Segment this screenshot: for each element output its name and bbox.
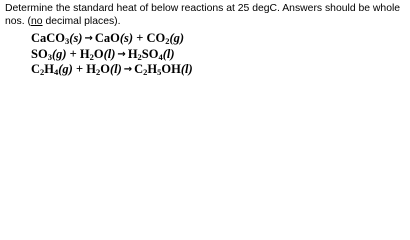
formula-text: C bbox=[31, 62, 41, 76]
instruction-underlined-text: no bbox=[31, 15, 43, 27]
formula-text: O bbox=[100, 62, 110, 76]
formula-text: H bbox=[147, 62, 158, 76]
state-symbol: (l) bbox=[162, 46, 175, 61]
chemical-species bbox=[31, 62, 73, 76]
formula-subscript: 4 bbox=[54, 67, 59, 77]
instruction-tail-text: decimal places). bbox=[42, 15, 121, 27]
plus-sign: + bbox=[133, 31, 147, 45]
state-symbol: (g) bbox=[51, 46, 67, 61]
state-symbol: (g) bbox=[58, 62, 73, 76]
reaction-equation bbox=[31, 47, 410, 63]
reaction-equation bbox=[31, 62, 410, 78]
formula-subscript: 2 bbox=[95, 67, 101, 77]
chemical-species bbox=[95, 31, 133, 45]
formula-text: SO bbox=[31, 46, 48, 61]
formula-text: OH bbox=[161, 62, 181, 76]
state-symbol: (s) bbox=[119, 31, 134, 45]
formula-subscript: 2 bbox=[89, 51, 94, 62]
formula-text: H bbox=[44, 62, 55, 76]
question-instruction bbox=[5, 3, 405, 28]
chemical-species bbox=[80, 47, 116, 61]
chemical-species bbox=[31, 47, 67, 61]
state-symbol: (l) bbox=[103, 46, 116, 61]
formula-text: H bbox=[127, 46, 138, 61]
formula-text: CO bbox=[146, 31, 166, 45]
chemical-species bbox=[31, 31, 82, 45]
chemical-species bbox=[86, 62, 122, 76]
state-symbol: (l) bbox=[109, 62, 122, 76]
reaction-arrow-icon: → bbox=[117, 48, 126, 60]
formula-text: H bbox=[79, 46, 90, 61]
reaction-arrow-icon: → bbox=[84, 33, 93, 44]
formula-subscript: 2 bbox=[137, 51, 142, 62]
formula-subscript: 2 bbox=[40, 67, 45, 77]
formula-subscript: 3 bbox=[65, 36, 70, 46]
reaction-equation bbox=[31, 31, 410, 47]
formula-text: O bbox=[93, 46, 104, 61]
plus-sign: + bbox=[66, 46, 80, 61]
chemical-species bbox=[128, 47, 175, 61]
formula-text: CaCO bbox=[31, 31, 66, 45]
state-symbol: (s) bbox=[69, 31, 83, 45]
chemical-species bbox=[134, 62, 193, 76]
question-panel bbox=[0, 0, 410, 86]
formula-subscript: 3 bbox=[47, 51, 52, 62]
formula-text: CaO bbox=[94, 31, 120, 45]
formula-subscript: 5 bbox=[157, 67, 162, 77]
state-symbol: (g) bbox=[169, 31, 185, 45]
plus-sign: + bbox=[72, 62, 87, 76]
chemical-species bbox=[146, 31, 184, 45]
formula-subscript: 2 bbox=[143, 67, 148, 77]
reaction-arrow-icon: → bbox=[123, 64, 133, 75]
formula-text: C bbox=[134, 62, 144, 76]
reaction-list bbox=[31, 31, 410, 78]
formula-text: H bbox=[86, 62, 96, 76]
instruction-text: Determine the standard heat of below reactions at 25 degC. Answers should be whole nos. ( bbox=[5, 3, 401, 27]
formula-subscript: 4 bbox=[158, 51, 163, 62]
formula-subscript: 2 bbox=[165, 36, 170, 46]
formula-text: SO bbox=[141, 46, 159, 61]
state-symbol: (l) bbox=[180, 62, 193, 76]
